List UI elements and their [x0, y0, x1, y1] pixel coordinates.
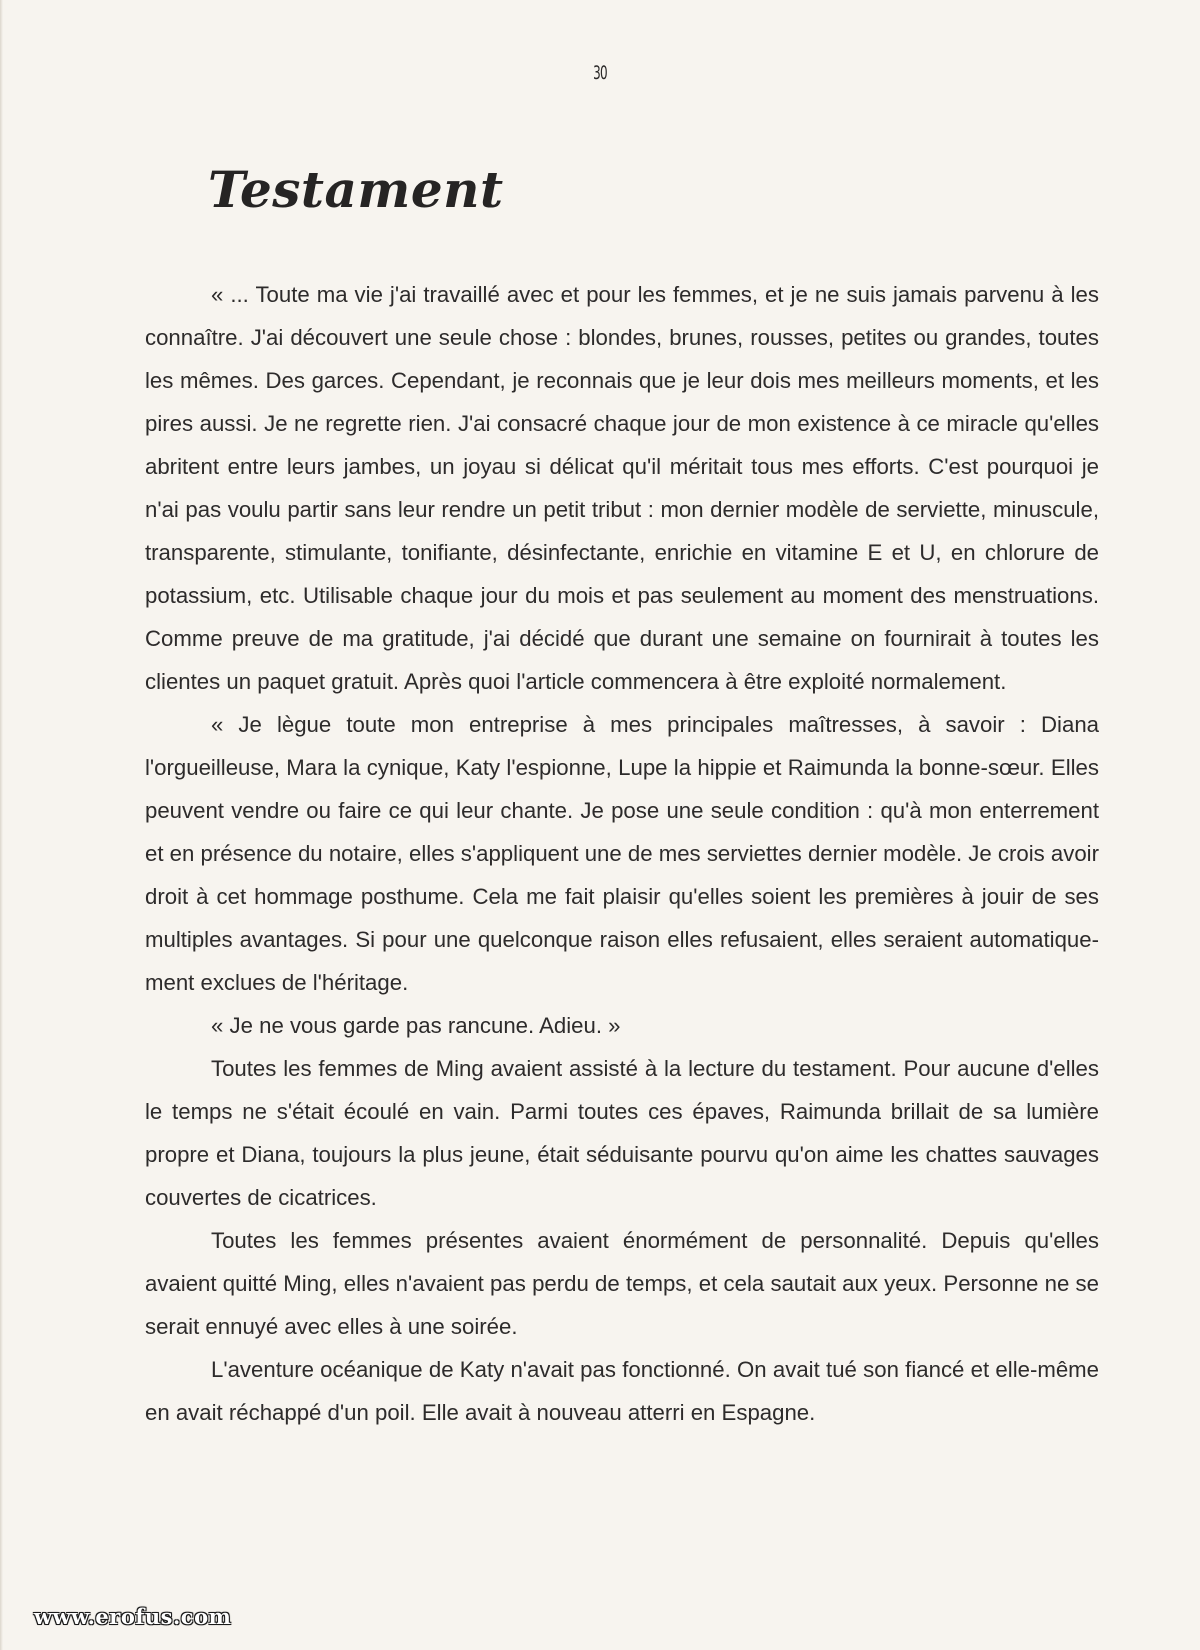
paragraph: « ... Toute ma vie j'ai travaillé avec et pour les femmes, et je ne suis jamais parvenu à les connaître. J'ai découvert une seule chose : blondes, brunes, rousses, petites ou grandes, toutes les mêmes. Des garces. Cependant, je reconnais que je leur dois mes meilleurs moments, et les pires aussi. Je ne regrette rien. J'ai consacré chaque jour de mon existence à ce miracle qu'elles abritent entre leurs jambes, un joyau si délicat qu'il méritait tous mes efforts. C'est pourquoi je n'ai pas voulu partir sans leur rendre un petit tribut : mon dernier modèle de serviette, minuscule, transparente, stimulante, tonifiante, désinfectante, enrichie en vitamine E et U, en chlorure de potassium, etc. Utilisable chaque jour du mois et pas seulement au moment des menstruations. Comme preuve de ma gratitude, j'ai décidé que durant une semaine on fournirait à toutes les clientes un paquet gratuit. Après quoi l'article commencera à être exploité normalement. — [145, 282, 1099, 694]
paragraph: Toutes les femmes de Ming avaient assisté à la lecture du testament. Pour aucune d'elles le temps ne s'était écoulé en vain. Parmi toutes ces épaves, Raimunda brillait de sa lumière propre et Diana, toujours la plus jeune, était séduisante pourvu qu'on aime les chattes sauvages couvertes de cicatrices. — [145, 1056, 1099, 1210]
paragraph: L'aventure océanique de Katy n'avait pas fonctionné. On avait tué son fiancé et elle-même en avait réchappé d'un poil. Elle avait à nouveau atterri en Espagne. — [145, 1357, 1099, 1425]
paragraph: « Je lègue toute mon entreprise à mes principales maîtresses, à savoir : Diana l'orgueilleuse, Mara la cynique, Katy l'espionne, Lupe la hippie et Raimunda la bonne-sœur. Elles peuvent vendre ou faire ce qui leur chante. Je pose une seule condition : qu'à mon enterrement et en présence du notaire, elles s'appliquent une de mes serviettes dernier modèle. Je crois avoir droit à cet hommage posthume. Cela me fait plaisir qu'elles soient les premières à jouir de ses multiples avantages. Si pour une quelconque raison elles refusaient, elles seraient automatiquement exclues de l'héritage. — [145, 712, 1099, 995]
chapter-title: Testament — [208, 160, 504, 219]
paragraph: Toutes les femmes présentes avaient énormément de personnalité. Depuis qu'elles avaient quitté Ming, elles n'avaient pas perdu de temps, et cela sautait aux yeux. Personne ne se serait ennuyé avec elles à une soirée. — [145, 1228, 1099, 1339]
watermark-text: www.erofus.com — [34, 1604, 232, 1629]
page-edge-shadow — [0, 0, 3, 1650]
body-text — [145, 273, 1099, 1434]
page-number: 30 — [593, 62, 607, 84]
paragraph: « Je ne vous garde pas rancune. Adieu. » — [211, 1013, 621, 1038]
